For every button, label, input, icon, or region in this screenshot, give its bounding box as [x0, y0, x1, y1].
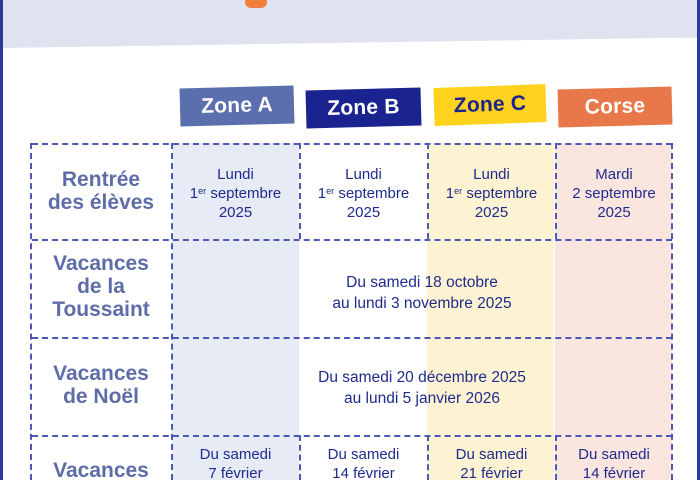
- cell-hiver-zone-a: [172, 445, 299, 483]
- row-label-line: Vacances: [53, 252, 149, 275]
- cell-hiver-zone-b: [300, 445, 427, 483]
- cell-line: Mardi: [595, 166, 633, 183]
- cell-hiver-corse: [556, 445, 672, 483]
- row-label-line: de la: [77, 275, 125, 298]
- cell-line: Du samedi: [455, 446, 528, 463]
- cell-line: 2025: [597, 204, 631, 221]
- cell-line: 14 février: [582, 465, 646, 482]
- row-label-line: Rentrée: [61, 168, 141, 191]
- row-label-line: des élèves: [47, 191, 155, 214]
- cell-line: 21 février: [460, 465, 523, 482]
- cell-rentree-zone-c: [428, 165, 555, 222]
- row-label-noel: [32, 362, 170, 408]
- row-label-line: Toussaint: [52, 298, 150, 321]
- cell-rentree-zone-b: [300, 165, 427, 222]
- cell-line: 2025: [474, 204, 509, 221]
- row-label-line: Vacances: [53, 459, 149, 482]
- zone-a-header: Zone A: [180, 86, 295, 127]
- cell-rentree-zone-a: [172, 165, 299, 222]
- cell-line: 2 septembre: [572, 185, 656, 202]
- month: septembre: [462, 185, 538, 202]
- cell-line: Lundi: [473, 166, 510, 183]
- cell-line: 2025: [218, 204, 253, 221]
- row-label-line: Vacances: [53, 362, 149, 385]
- grid-line-row2: [32, 337, 672, 339]
- ordinal: 1: [317, 185, 327, 202]
- cell-hiver-zone-c: [428, 445, 555, 483]
- cell-line: 2025: [346, 204, 381, 221]
- ordinal-suffix: er: [454, 186, 463, 196]
- row-label-toussaint: [32, 252, 170, 321]
- zone-b-header: Zone B: [306, 88, 422, 129]
- cell-line: au lundi 3 novembre 2025: [332, 295, 512, 312]
- ordinal-suffix: er: [326, 186, 335, 196]
- ordinal: 1: [445, 185, 455, 202]
- cell-toussaint-all-zones: [172, 272, 672, 314]
- cell-line: Du samedi: [578, 446, 650, 463]
- cell-line: [428, 184, 555, 203]
- banner-accent: [245, 0, 267, 8]
- row-label-hiver: [32, 459, 170, 482]
- cell-noel-all-zones: [172, 367, 672, 409]
- row-label-rentree: [32, 168, 170, 214]
- cell-line: [172, 184, 299, 203]
- cell-line: Du samedi: [327, 446, 400, 463]
- corse-header: Corse: [558, 87, 673, 128]
- cell-line: Lundi: [345, 166, 382, 183]
- month: septembre: [334, 185, 410, 202]
- cell-line: 14 février: [332, 465, 395, 482]
- grid-line-row1: [32, 239, 672, 241]
- row-label-line: de Noël: [63, 385, 139, 408]
- top-banner: [0, 0, 700, 48]
- cell-line: Lundi: [217, 166, 254, 183]
- month: septembre: [206, 185, 282, 202]
- cell-line: 7 février: [208, 465, 263, 482]
- ordinal: 1: [189, 185, 199, 202]
- cell-line: [300, 184, 427, 203]
- cell-line: Du samedi 20 décembre 2025: [318, 369, 526, 386]
- ordinal-suffix: er: [198, 186, 207, 196]
- cell-line: au lundi 5 janvier 2026: [344, 390, 500, 407]
- cell-line: Du samedi: [199, 446, 272, 463]
- cell-rentree-corse: [556, 165, 672, 222]
- grid-line-row3: [32, 435, 672, 437]
- zone-c-header: Zone C: [433, 84, 546, 126]
- grid-line-top: [32, 143, 672, 145]
- cell-line: Du samedi 18 octobre: [346, 274, 498, 291]
